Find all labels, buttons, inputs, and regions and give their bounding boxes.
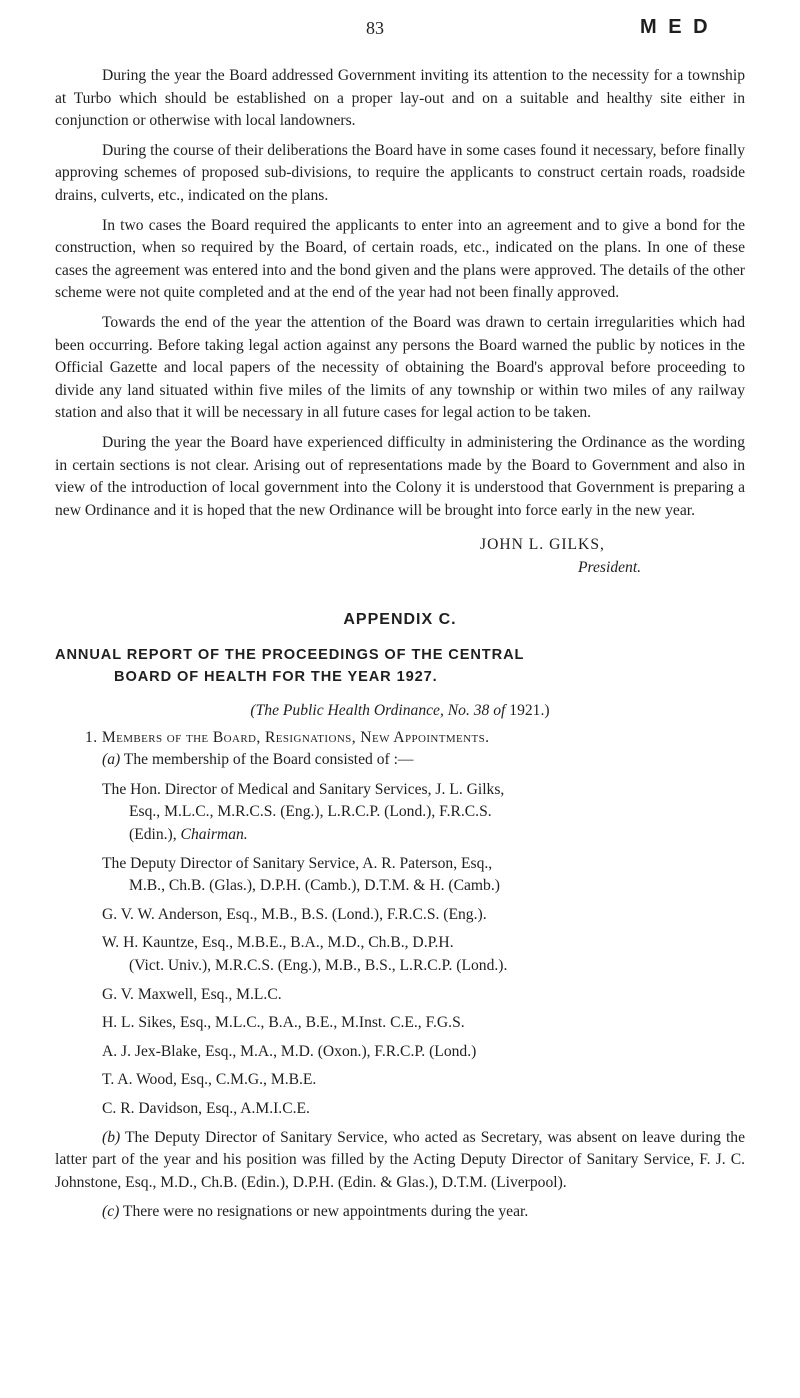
subsection-text: There were no resignations or new appointments during the year. (119, 1203, 529, 1221)
appendix-heading: APPENDIX C. (343, 611, 457, 629)
subsection-label: (b) (102, 1128, 121, 1146)
member-line: C. R. Davidson, Esq., A.M.I.C.E. (102, 1099, 310, 1117)
report-title-line: ANNUAL REPORT OF THE PROCEEDINGS OF THE CENTRAL (55, 647, 525, 664)
member-line: (Vict. Univ.), M.R.C.S. (Eng.), M.B., B.S., L.R.C.P. (Lond.). (129, 957, 508, 974)
page-header (0, 16, 800, 46)
member-entry (55, 1041, 745, 1064)
member-entry (55, 1098, 745, 1121)
member-line: A. J. Jex-Blake, Esq., M.A., M.D. (Oxon.), F.R.C.P. (Lond.) (102, 1042, 477, 1060)
page-body (55, 65, 745, 1231)
member-line: The Hon. Director of Medical and Sanitary Services, J. L. Gilks, (102, 780, 505, 798)
paragraph: Towards the end of the year the attention of the Board was drawn to certain irregularities which had been occurring. Before taking legal action against any persons the Board warned the public by notices in the Official Gazette and local papers of the necessity of obtaining the Board's approval before proceeding to divide any land situated within five miles of the limits of any township or within two miles of any railway station and also that it will be necessary in all future cases for legal action to be taken. (55, 313, 745, 422)
signatory-title: President. (578, 558, 642, 576)
subsection-label: (a) (102, 751, 121, 769)
member-entry (55, 984, 745, 1007)
member-line: G. V. Maxwell, Esq., M.L.C. (102, 985, 282, 1003)
ordinance-name: (The Public Health Ordinance, No. 38 of (250, 702, 506, 720)
ordinance-year: 1921.) (505, 702, 550, 720)
subsection-b (55, 1127, 745, 1195)
report-title (55, 644, 745, 688)
paragraph: During the year the Board have experienced difficulty in administering the Ordinance as the wording in certain sections is not clear. Arising out of representations made by the Board to Government and also in view of the introduction of local government into the Colony it is understood that Government is preparing a new Ordinance and it is hoped that the new Ordinance will be brought into force early in the new year. (55, 433, 745, 519)
report-title-line: BOARD OF HEALTH FOR THE YEAR 1927. (114, 669, 438, 686)
paragraph: During the year the Board addressed Government inviting its attention to the necessity for a township at Turbo which should be established on a proper lay-out and on a suitable and healthy site either in conjunction or otherwise with local landowners. (55, 67, 745, 130)
section-heading (55, 727, 745, 750)
signatory-name: JOHN L. GILKS, (480, 536, 605, 554)
member-line: G. V. W. Anderson, Esq., M.B., B.S. (Lond.), F.R.C.S. (Eng.). (102, 905, 487, 923)
member-entry (55, 779, 745, 847)
member-line: T. A. Wood, Esq., C.M.G., M.B.E. (102, 1071, 317, 1089)
member-line (102, 824, 745, 847)
member-line: M.B., Ch.B. (Glas.), D.P.H. (Camb.), D.T.M. & H. (Camb.) (129, 877, 500, 895)
paragraph: In two cases the Board required the applicants to enter into an agreement and to give a bond for the construction, when so required by the Board, of certain roads, etc., indicated on the plans. In one of these cases the agreement was entered into and the bond given and the plans were approved. The details of the other scheme were not quite completed and at the end of the year had not been finally approved. (55, 216, 745, 302)
signature-block (55, 534, 745, 579)
ordinance-reference (55, 700, 745, 723)
subsection-a (55, 749, 745, 772)
member-qualification: (Edin.), (129, 826, 177, 844)
member-line: H. L. Sikes, Esq., M.L.C., B.A., B.E., M.Inst. C.E., F.G.S. (102, 1014, 465, 1032)
member-line: The Deputy Director of Sanitary Service, A. R. Paterson, Esq., (102, 854, 493, 872)
member-entry (55, 904, 745, 927)
section-title: Members of the Board, Resignations, New Appointments. (101, 728, 490, 746)
member-entry (55, 853, 745, 898)
paragraph: During the course of their deliberations the Board have in some cases found it necessary, before finally approving schemes of proposed sub-divisions, to require the applicants to construct certain roads, roadside drains, culverts, etc., indicated on the plans. (55, 141, 745, 204)
member-line: W. H. Kauntze, Esq., M.B.E., B.A., M.D., Ch.B., D.P.H. (102, 934, 454, 952)
page-number: 83 (366, 18, 384, 38)
subsection-label: (c) (102, 1203, 120, 1221)
section-code: M E D (640, 16, 711, 38)
section-number: 1. (85, 728, 98, 746)
subsection-text: The membership of the Board consisted of :— (120, 751, 414, 769)
member-role: Chairman. (176, 826, 248, 844)
member-line: Esq., M.L.C., M.R.C.S. (Eng.), L.R.C.P. (Lond.), F.R.C.S. (129, 803, 492, 821)
subsection-text: The Deputy Director of Sanitary Service, who acted as Secretary, was absent on leave during the latter part of the year and his position was filled by the Acting Deputy Director of Sanitary Service, F. J. C. Johnstone, Esq., M.D., Ch.B. (Edin.), D.P.H. (Edin. & Glas.), D.T.M. (Liverpool). (55, 1128, 745, 1191)
member-entry (55, 1069, 745, 1092)
subsection-c (55, 1201, 745, 1224)
member-entry (55, 1012, 745, 1035)
member-entry (55, 932, 745, 977)
